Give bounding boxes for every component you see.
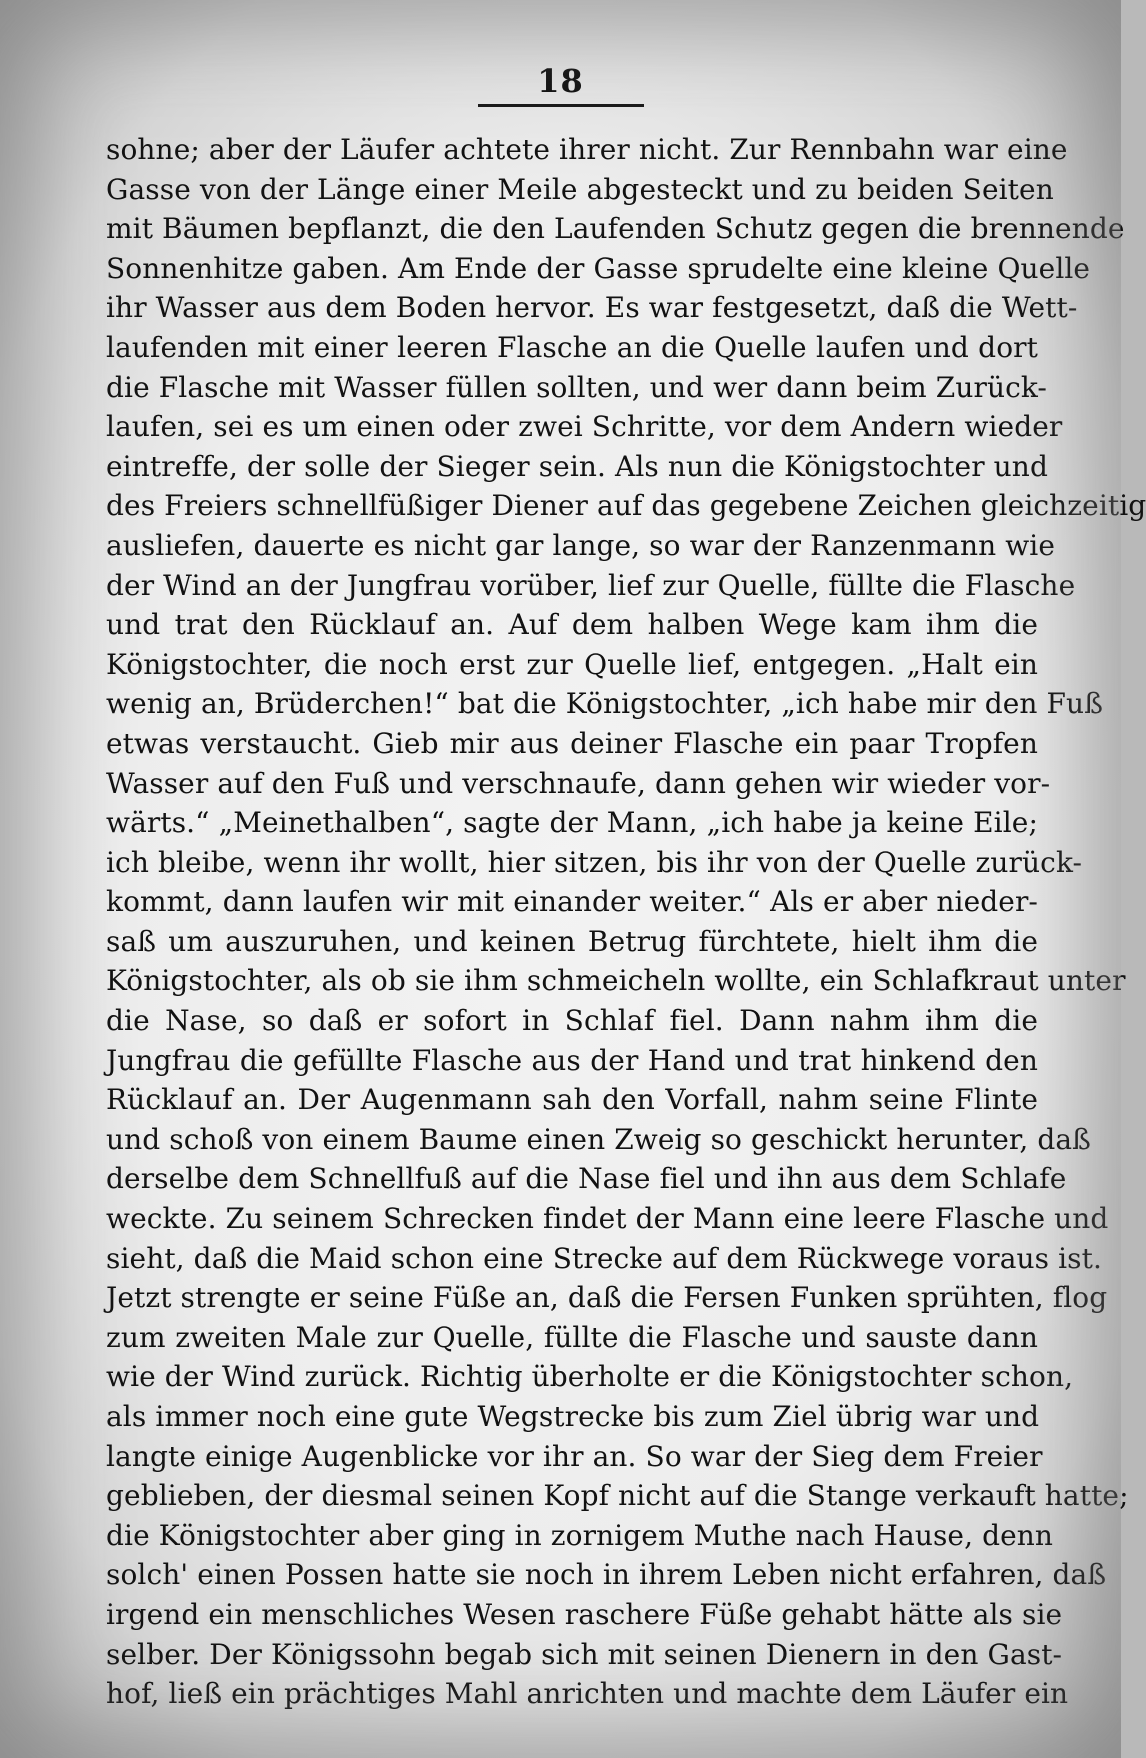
text-line: mit Bäumen bepflanzt, die den Laufenden Schutz gegen die brennende	[106, 212, 1125, 246]
text-line: wenig an, Brüderchen!“ bat die Königstochter, „ich habe mir den Fuß	[106, 687, 1103, 721]
text-line: weckte. Zu seinem Schrecken findet der Mann eine leere Flasche und	[106, 1202, 1109, 1236]
text-line: der Wind an der Jungfrau vorüber, lief zur Quelle, füllte die Flasche	[106, 568, 1076, 602]
text-line: Sonnenhitze gaben. Am Ende der Gasse sprudelte eine kleine Quelle	[106, 251, 1091, 285]
text-line: etwas verstaucht. Gieb mir aus deiner Flasche ein paar Tropfen	[106, 726, 1038, 760]
text-line: ausliefen, dauerte es nicht gar lange, so war der Ranzenmann wie	[106, 528, 1056, 562]
text-line: als immer noch eine gute Wegstrecke bis zum Ziel übrig war und	[106, 1400, 1040, 1433]
text-line: ich bleibe, wenn ihr wollt, hier sitzen, bis ihr von der Quelle zurück-	[106, 845, 1083, 879]
header-rule	[478, 104, 644, 107]
text-line: hof, ließ ein prächtiges Mahl anrichten und machte dem Läufer ein	[106, 1677, 1069, 1711]
body-text	[106, 130, 1146, 1714]
text-line: Jungfrau die gefüllte Flasche aus der Hand und trat hinkend den	[106, 1043, 1038, 1077]
text-line: sieht, daß die Maid schon eine Strecke auf dem Rückwege voraus ist.	[106, 1241, 1102, 1275]
text-line: eintreffe, der solle der Sieger sein. Als nun die Königstochter und	[106, 449, 1048, 483]
text-line: zum zweiten Male zur Quelle, füllte die Flasche und sauste dann	[106, 1320, 1038, 1354]
text-line: Wasser auf den Fuß und verschnaufe, dann gehen wir wieder vor-	[106, 766, 1051, 800]
text-line: Königstochter, die noch erst zur Quelle lief, entgegen. „Halt ein	[106, 647, 1038, 681]
text-line: Königstochter, als ob sie ihm schmeicheln wollte, ein Schlafkraut unter	[106, 964, 1126, 998]
text-line: des Freiers schnellfüßiger Diener auf das gegebene Zeichen gleichzeitig	[106, 489, 1146, 523]
text-line: wärts.“ „Meinethalben“, sagte der Mann, „ich habe ja keine Eile;	[106, 806, 1038, 840]
text-line: irgend ein menschliches Wesen raschere Füße gehabt hätte als sie	[106, 1597, 1063, 1631]
text-line: sohne; aber der Läufer achtete ihrer nicht. Zur Rennbahn war eine	[106, 133, 1068, 166]
text-line: selber. Der Königssohn begab sich mit seinen Dienern in den Gast-	[106, 1637, 1063, 1671]
text-line: solch' einen Possen hatte sie noch in ihrem Leben nicht erfahren, daß	[106, 1558, 1107, 1592]
text-line: und trat den Rücklauf an. Auf dem halben Wege kam ihm die	[106, 608, 1038, 642]
text-line: laufenden mit einer leeren Flasche an die Quelle laufen und dort	[106, 330, 1038, 364]
page-number: 18	[537, 62, 584, 100]
text-line: langte einige Augenblicke vor ihr an. So war der Sieg dem Freier	[106, 1439, 1043, 1473]
text-line: Jetzt strengte er seine Füße an, daß die Fersen Funken sprühten, flog	[106, 1281, 1108, 1315]
text-line: geblieben, der diesmal seinen Kopf nicht auf die Stange verkauft hatte;	[106, 1479, 1129, 1513]
text-line: Rücklauf an. Der Augenmann sah den Vorfall, nahm seine Flinte	[106, 1083, 1038, 1117]
text-line: saß um auszuruhen, und keinen Betrug fürchtete, hielt ihm die	[106, 924, 1038, 958]
text-line: die Königstochter aber ging in zornigem Muthe nach Hause, denn	[106, 1518, 1054, 1552]
text-line: die Flasche mit Wasser füllen sollten, und wer dann beim Zurück-	[106, 370, 1047, 404]
text-line: derselbe dem Schnellfuß auf die Nase fiel und ihn aus dem Schlafe	[106, 1162, 1067, 1196]
text-line: laufen, sei es um einen oder zwei Schritte, vor dem Andern wieder	[106, 410, 1063, 444]
text-line: ihr Wasser aus dem Boden hervor. Es war festgesetzt, daß die Wett-	[106, 291, 1078, 325]
text-line: wie der Wind zurück. Richtig überholte er die Königstochter schon,	[106, 1360, 1074, 1394]
text-line: kommt, dann laufen wir mit einander weiter.“ Als er aber nieder-	[106, 885, 1038, 919]
text-line: Gasse von der Länge einer Meile abgesteckt und zu beiden Seiten	[106, 172, 1054, 206]
text-line: und schoß von einem Baume einen Zweig so geschickt herunter, daß	[106, 1122, 1091, 1156]
text-line: die Nase, so daß er sofort in Schlaf fiel. Dann nahm ihm die	[106, 1004, 1038, 1038]
